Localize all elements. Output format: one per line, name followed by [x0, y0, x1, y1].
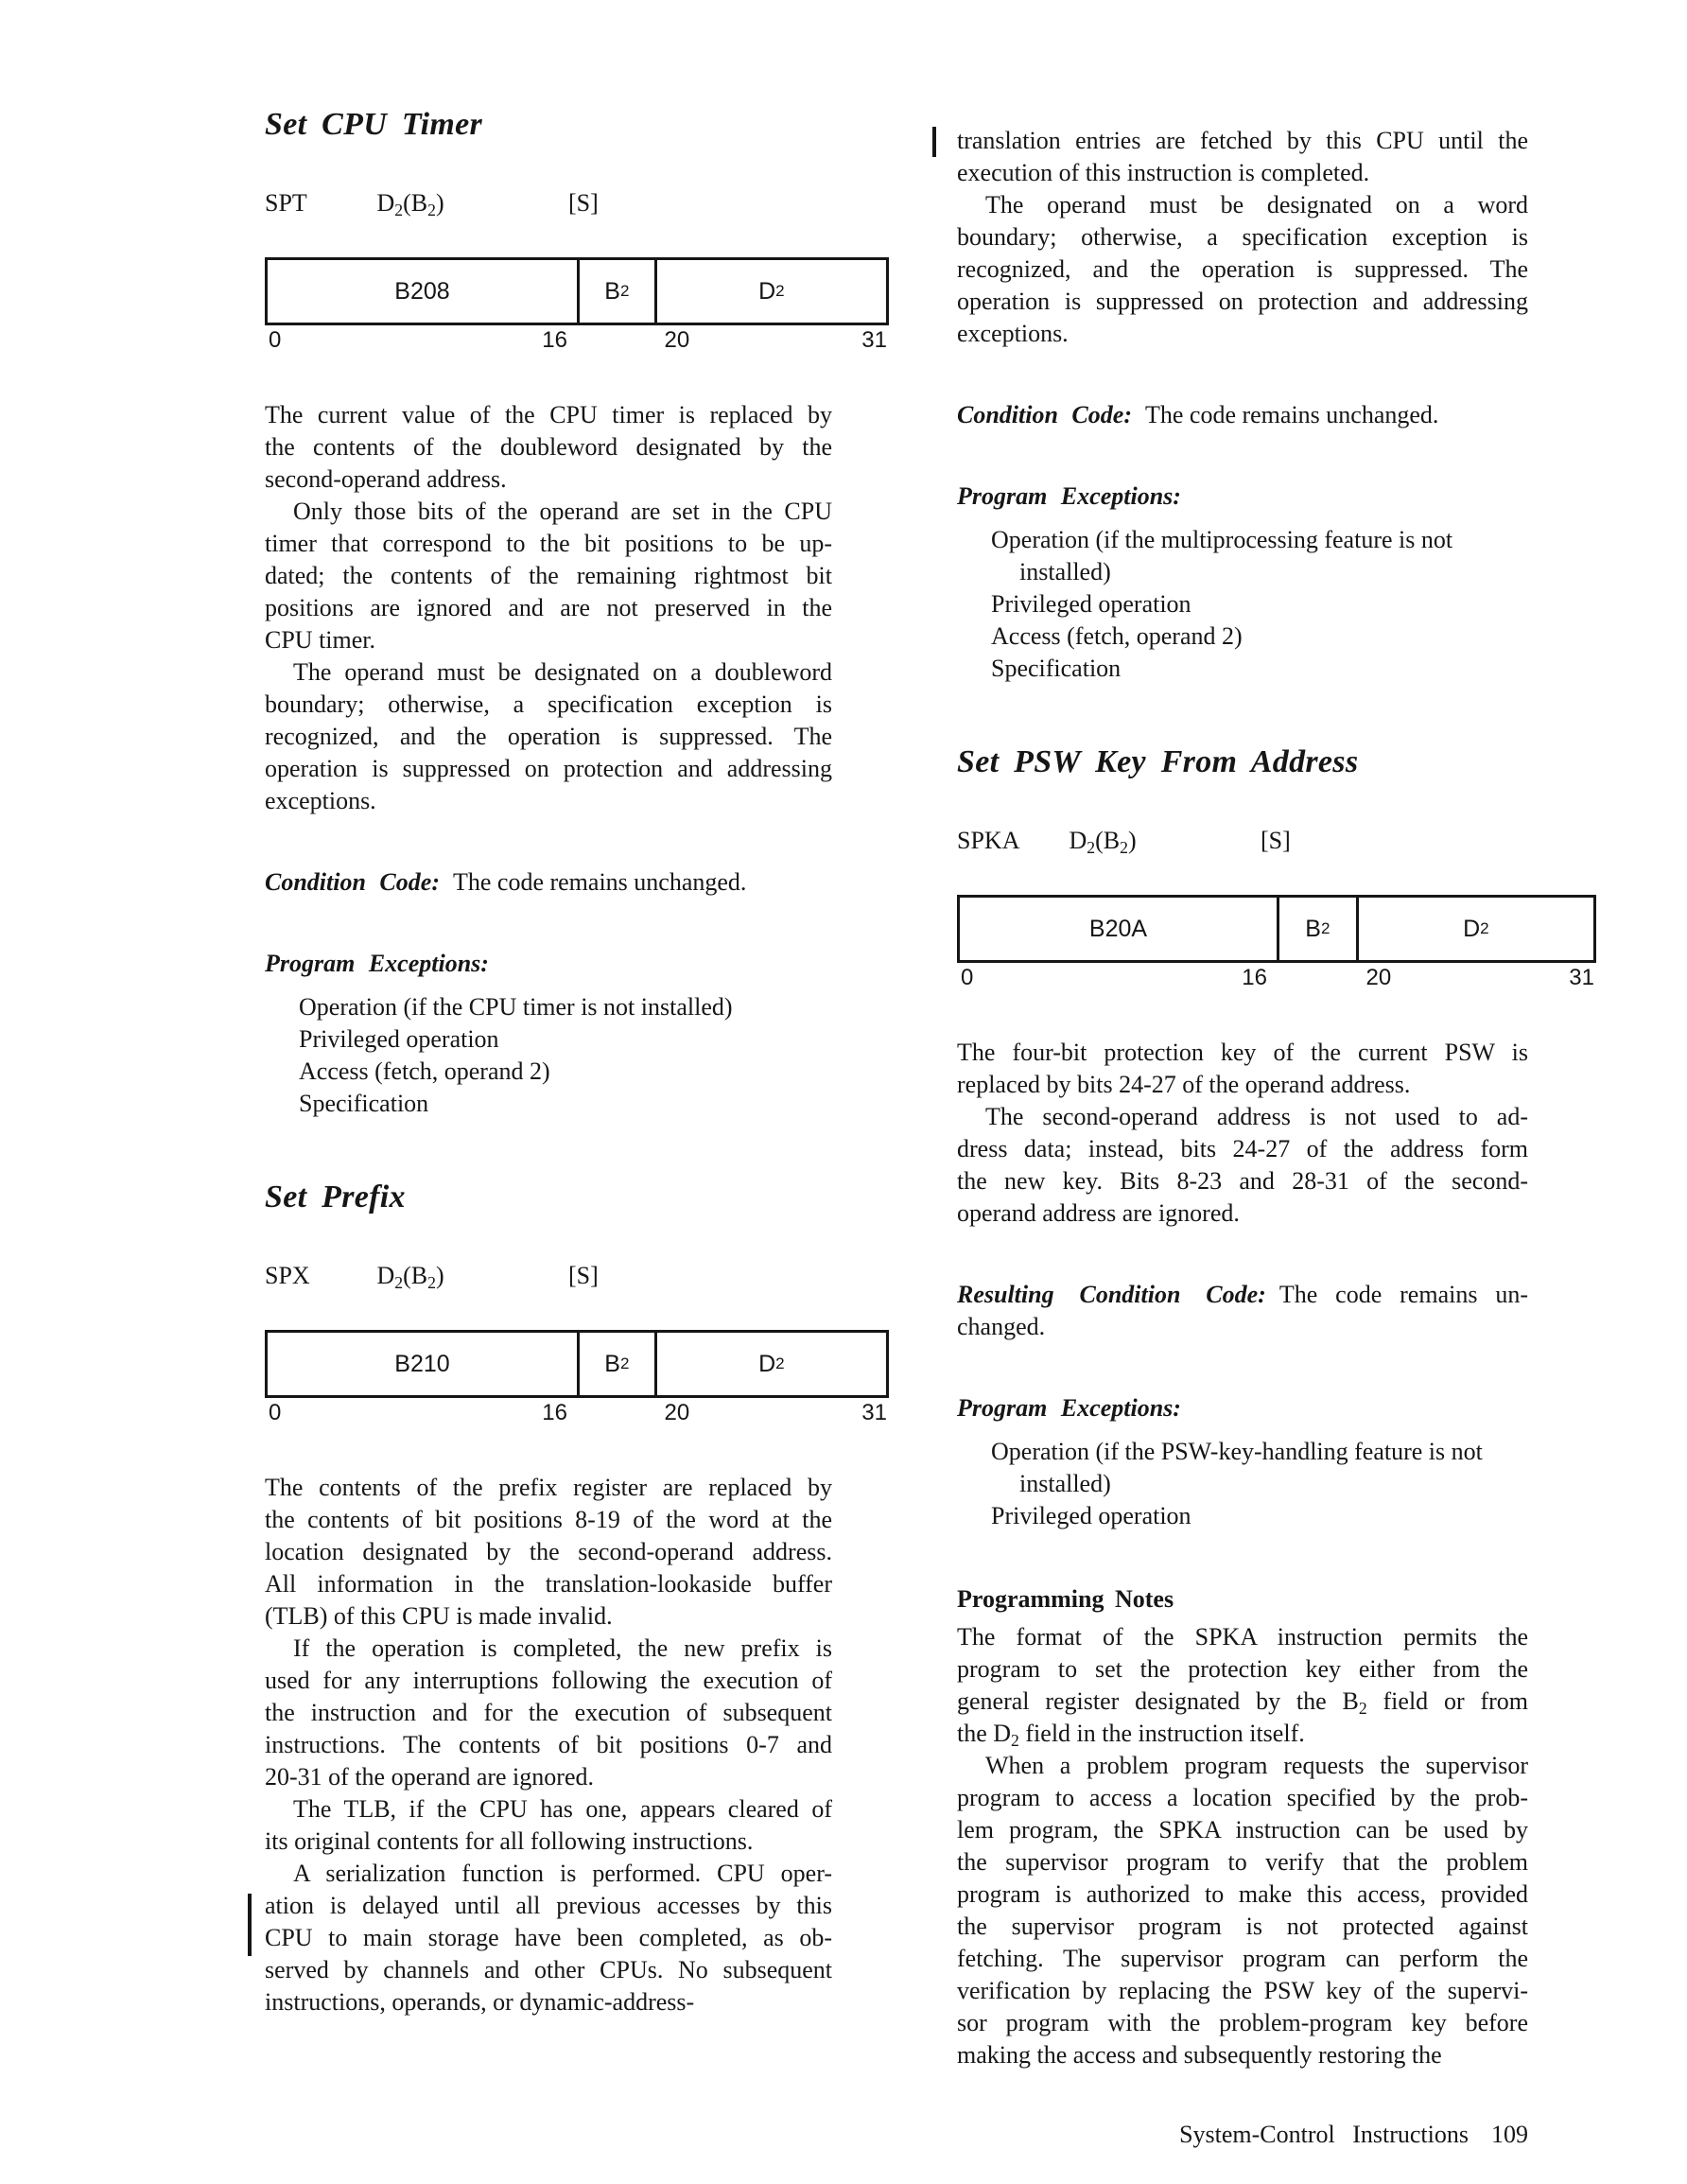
text-line: timer that correspond to the bit positions to be up-	[265, 530, 832, 557]
format-box	[265, 1330, 889, 1398]
text-line: lem program, the SPKA instruction can be used by	[957, 1816, 1528, 1843]
section-title-set-prefix: Set Prefix	[265, 1179, 406, 1214]
paragraph-continuation	[957, 125, 1528, 189]
text-line: program to set the protection key either from the	[957, 1655, 1528, 1683]
bit-16-label: 16	[542, 1400, 567, 1425]
program-exceptions-list	[957, 524, 1528, 685]
mnemonic: SPKA	[957, 827, 1020, 854]
text-line: program is authorized to make this access, provided	[957, 1880, 1528, 1908]
condition-code-text: The code remains unchanged.	[452, 868, 747, 896]
resulting-condition-code-line2: changed.	[957, 1313, 1046, 1340]
text-line: Specification	[991, 655, 1122, 682]
text-line: boundary; otherwise, a specification exception is	[957, 223, 1528, 251]
bit-16-label: 16	[542, 327, 567, 353]
displacement-field: D 2	[654, 260, 886, 323]
text-line: program to access a location specified by the prob-	[957, 1784, 1528, 1811]
text-line: ation is delayed until all previous accesses by this	[265, 1892, 832, 1919]
text-line: Operation (if the PSW-key-handling feature is not	[991, 1438, 1483, 1465]
text-line: recognized, and the operation is suppressed. The	[265, 723, 832, 750]
text-line: A serialization function is performed. CPU oper-	[293, 1860, 832, 1887]
text-line: All information in the translation-lookaside buffer	[265, 1570, 832, 1598]
text-line: the supervisor program to verify that the problem	[957, 1848, 1528, 1876]
text-line: (TLB) of this CPU is made invalid.	[265, 1602, 613, 1630]
opcode-field: B210	[394, 1351, 450, 1377]
resulting-condition-code-text: The code remains un-	[1278, 1281, 1528, 1308]
right-column	[957, 0, 1594, 2071]
program-exceptions-label: Program Exceptions:	[957, 482, 1181, 510]
operands: $D_2(B_2)$	[376, 1262, 444, 1292]
bit-position-labels	[957, 963, 1596, 995]
text-line: boundary; otherwise, a specification exception is	[265, 690, 832, 718]
base-register-field: B 2	[1277, 898, 1356, 960]
paragraph-lines	[265, 1858, 832, 2018]
text-line: exceptions.	[265, 787, 376, 814]
text-line: The second-operand address is not used to ad-	[985, 1103, 1528, 1130]
text-line: exceptions.	[957, 320, 1069, 347]
exception-item	[991, 1436, 1528, 1500]
paragraph	[265, 1858, 832, 2018]
format-box	[957, 895, 1596, 963]
text-line: its original contents for all following instructions.	[265, 1827, 754, 1855]
text-line: Access (fetch, operand 2)	[991, 622, 1243, 650]
text-line: Privileged operation	[991, 1502, 1191, 1529]
base-register-field: B 2	[577, 1333, 654, 1395]
text-line: translation entries are fetched by this CPU until the	[957, 127, 1528, 154]
text-line: the contents of the doubleword designated by the	[265, 433, 832, 461]
text-line: location designated by the second-operand address.	[265, 1538, 832, 1565]
mnemonic: SPT	[265, 189, 307, 217]
text-line: operation is suppressed on protection and addressing	[957, 288, 1528, 315]
format-tag: [S]	[568, 1262, 599, 1289]
resulting-condition-code-label: Resulting Condition Code:	[957, 1281, 1266, 1308]
text-line: the contents of bit positions 8-19 of the word at the	[265, 1506, 832, 1533]
bit-31-label: 31	[1569, 965, 1594, 990]
displacement-field: D 2	[1356, 898, 1593, 960]
text-line: installed)	[1019, 1470, 1111, 1497]
text-line: fetching. The supervisor program can perform the	[957, 1945, 1528, 1972]
exception-item	[299, 991, 832, 1023]
text-line: The TLB, if the CPU has one, appears cleared of	[293, 1795, 832, 1823]
text-line: installed)	[1019, 558, 1111, 585]
condition-code-text: The code remains unchanged.	[1144, 401, 1439, 428]
program-exceptions-list	[957, 1436, 1528, 1532]
mnemonic: SPX	[265, 1262, 310, 1289]
text-line: Operation (if the multiprocessing feature is not	[991, 526, 1453, 553]
operands: $D_2(B_2)$	[1069, 827, 1137, 857]
instruction-format-diagram-spka	[957, 895, 1596, 995]
change-bar	[248, 1894, 252, 1956]
text-line: 20-31 of the operand are ignored.	[265, 1763, 594, 1791]
instruction-statement-spx	[265, 1260, 832, 1292]
text-line: replaced by bits 24-27 of the operand address.	[957, 1071, 1411, 1098]
text-line: Only those bits of the operand are set in the CPU	[293, 498, 832, 525]
condition-code-label: Condition Code:	[957, 401, 1132, 428]
exception-item	[991, 620, 1528, 653]
text-line: If the operation is completed, the new prefix is	[293, 1634, 832, 1662]
exception-item	[299, 1088, 832, 1120]
paragraph	[957, 1750, 1528, 2071]
resulting-condition-code-line1	[957, 1279, 1528, 1311]
bit-0-label: 0	[269, 1400, 282, 1425]
bit-20-label: 20	[664, 327, 690, 353]
bit-position-labels	[265, 325, 889, 358]
bit-16-label: 16	[1242, 965, 1267, 990]
text-line: positions are ignored and are not preserved in the	[265, 594, 832, 621]
bit-position-labels	[265, 1398, 889, 1430]
text-line: operand address are ignored.	[957, 1199, 1240, 1227]
text-line: making the access and subsequently restoring the	[957, 2041, 1442, 2069]
instruction-statement-spt	[265, 187, 832, 219]
base-register-field: B 2	[577, 260, 654, 323]
format-box	[265, 257, 889, 325]
exception-item	[991, 653, 1528, 685]
exception-item	[299, 1023, 832, 1056]
text-line: Specification	[299, 1090, 429, 1117]
text-line: the new key. Bits 8-23 and 28-31 of the second-	[957, 1167, 1528, 1195]
condition-code-note	[265, 866, 832, 899]
bit-31-label: 31	[861, 1400, 887, 1425]
page-number: 109	[1491, 2121, 1528, 2148]
text-line: Access (fetch, operand 2)	[299, 1057, 550, 1085]
text-line: second-operand address.	[265, 465, 507, 493]
bit-0-label: 0	[961, 965, 974, 990]
paragraph	[265, 1472, 832, 1633]
program-exceptions-label: Program Exceptions:	[957, 1394, 1181, 1422]
paragraph	[265, 1633, 832, 1793]
text-line: used for any interruptions following the execution of	[265, 1667, 832, 1694]
text-line: the $D_2$ field in the instruction itself.	[957, 1720, 1305, 1750]
text-line: Privileged operation	[991, 590, 1191, 618]
opcode-field: B20A	[1088, 916, 1148, 942]
program-exceptions-label: Program Exceptions:	[265, 950, 489, 977]
text-line: The contents of the prefix register are replaced by	[265, 1474, 832, 1501]
text-line: sor program with the problem-program key before	[957, 2009, 1528, 2036]
text-line: execution of this instruction is completed.	[957, 159, 1370, 186]
instruction-format-diagram-spx	[265, 1330, 889, 1430]
text-line: When a problem program requests the supervisor	[985, 1752, 1528, 1779]
bit-0-label: 0	[269, 327, 282, 353]
exception-item	[991, 524, 1528, 588]
paragraph-lines	[957, 125, 1528, 189]
change-bar	[932, 127, 936, 157]
paragraph	[957, 189, 1528, 350]
bit-20-label: 20	[664, 1400, 690, 1425]
text-line: The operand must be designated on a word	[985, 191, 1528, 218]
text-line: The four-bit protection key of the current PSW is	[957, 1039, 1528, 1066]
instruction-statement-spka	[957, 825, 1528, 857]
text-line: The format of the SPKA instruction permits the	[957, 1623, 1528, 1651]
text-line: the instruction and for the execution of subsequent	[265, 1699, 832, 1726]
text-line: the supervisor program is not protected against	[957, 1913, 1528, 1940]
paragraph	[265, 496, 832, 656]
text-line: CPU timer.	[265, 626, 376, 654]
operands: $D_2(B_2)$	[376, 189, 444, 219]
instruction-format-diagram-spt	[265, 257, 889, 358]
text-line: The current value of the CPU timer is replaced by	[265, 401, 832, 428]
resulting-condition-code-note	[957, 1279, 1528, 1343]
text-line: general register designated by the $B_2$ field or from	[957, 1687, 1529, 1718]
section-title-set-psw-key-from-address: Set PSW Key From Address	[957, 744, 1359, 779]
text-line: served by channels and other CPUs. No subsequent	[265, 1956, 832, 1983]
paragraph	[957, 1621, 1528, 1750]
paragraph	[265, 399, 832, 496]
section-title-set-cpu-timer: Set CPU Timer	[265, 107, 483, 142]
exception-item	[299, 1056, 832, 1088]
page-footer	[957, 2119, 1528, 2151]
paragraph	[265, 656, 832, 817]
text-line: CPU to main storage have been completed, as ob-	[265, 1924, 832, 1951]
displacement-field: D 2	[654, 1333, 886, 1395]
bit-20-label: 20	[1365, 965, 1392, 990]
condition-code-label: Condition Code:	[265, 868, 440, 896]
text-line: Privileged operation	[299, 1025, 499, 1053]
exception-item	[991, 1500, 1528, 1532]
text-line: recognized, and the operation is suppressed. The	[957, 255, 1528, 283]
text-line: operation is suppressed on protection and addressing	[265, 755, 832, 782]
programming-notes-heading: Programming Notes	[957, 1585, 1174, 1613]
program-exceptions-list	[265, 991, 832, 1120]
text-line: Operation (if the CPU timer is not installed)	[299, 993, 733, 1021]
paragraph	[957, 1037, 1528, 1101]
footer-section-title: System-Control Instructions	[1179, 2121, 1469, 2148]
text-line: instructions, operands, or dynamic-address-	[265, 1988, 695, 2016]
format-tag: [S]	[1261, 827, 1291, 854]
condition-code-note	[957, 399, 1528, 431]
text-line: dated; the contents of the remaining rightmost bit	[265, 562, 832, 589]
paragraph	[265, 1793, 832, 1858]
opcode-field: B208	[394, 278, 450, 305]
exception-item	[991, 588, 1528, 620]
bit-31-label: 31	[861, 327, 887, 353]
text-line: The operand must be designated on a doubleword	[293, 658, 832, 686]
text-line: dress data; instead, bits 24-27 of the address form	[957, 1135, 1528, 1162]
format-tag: [S]	[568, 189, 599, 217]
left-column	[265, 0, 887, 2018]
paragraph	[957, 1101, 1528, 1230]
text-line: instructions. The contents of bit positions 0-7 and	[265, 1731, 832, 1758]
text-line: verification by replacing the PSW key of the supervi-	[957, 1977, 1528, 2004]
